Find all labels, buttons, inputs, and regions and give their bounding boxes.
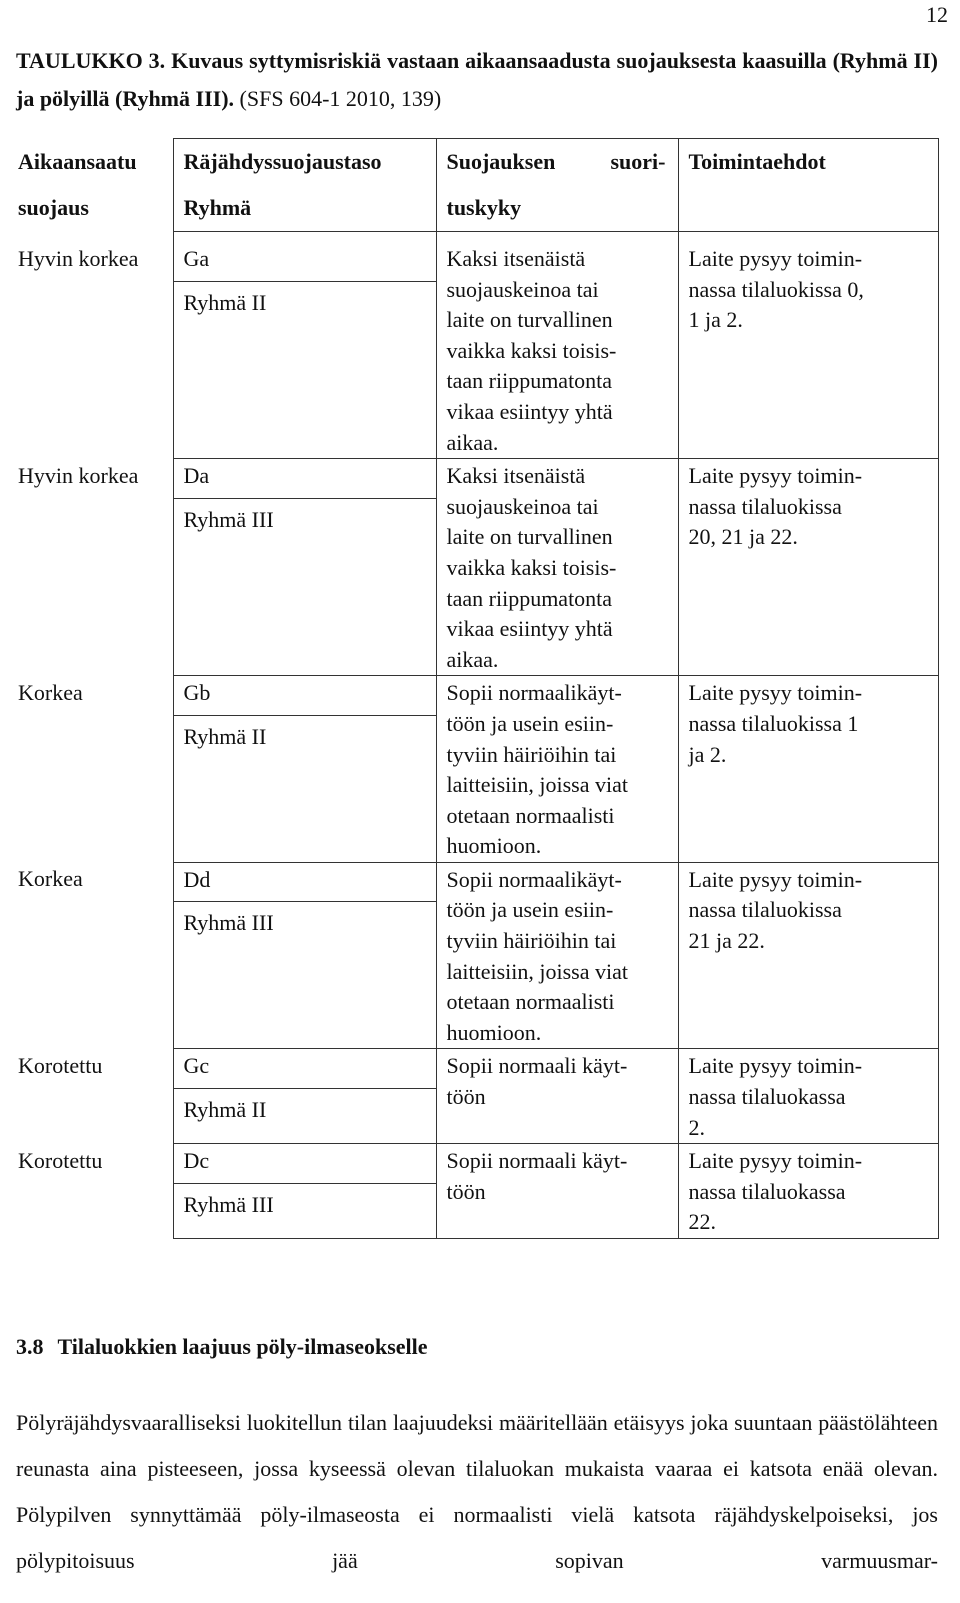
table-row [8, 1144, 938, 1239]
cell-suojaus: Korotettu [8, 1049, 173, 1144]
cell-taso [173, 1144, 436, 1239]
cell-suorituskyky: Kaksi itsenäistä suojauskeinoa tai laite on turvallinen vaikka kaksi toisis- taan riippumatonta vikaa esiintyy yhtä aikaa. [436, 459, 678, 676]
section-heading [16, 1334, 428, 1360]
cell-suojaus: Korkea [8, 676, 173, 863]
cell-taso [173, 459, 436, 676]
header-toimintaehdot: Toimintaehdot [678, 139, 938, 232]
cell-toimintaehdot: Laite pysyy toimin- nassa tilaluokissa 0, 1 ja 2. [678, 232, 938, 459]
ryhma-label: Ryhmä III [174, 498, 436, 536]
cell-suorituskyky: Sopii normaali käyt- töön [436, 1144, 678, 1239]
taso-code: Ga [183, 246, 210, 271]
ryhma-label: Ryhmä II [174, 715, 436, 753]
cell-suorituskyky: Sopii normaali käyt- töön [436, 1049, 678, 1144]
header-taso: Räjähdyssuojaustaso Ryhmä [173, 139, 436, 232]
cell-toimintaehdot: Laite pysyy toimin- nassa tilaluokassa 2. [678, 1049, 938, 1144]
caption-source: (SFS 604-1 2010, 139) [239, 86, 442, 111]
cell-toimintaehdot: Laite pysyy toimin- nassa tilaluokissa 1 ja 2. [678, 676, 938, 863]
section-number: 3.8 [16, 1334, 44, 1359]
ryhma-label: Ryhmä III [174, 1183, 436, 1221]
table-row [8, 459, 938, 676]
table-row [8, 862, 938, 1049]
cell-toimintaehdot: Laite pysyy toimin- nassa tilaluokissa 20, 21 ja 22. [678, 459, 938, 676]
taso-code: Gb [183, 680, 211, 706]
cell-suorituskyky: Kaksi itsenäistä suojauskeinoa tai laite on turvallinen vaikka kaksi toisis- taan riippumatonta vikaa esiintyy yhtä aikaa. [436, 232, 678, 459]
table-caption [16, 42, 938, 118]
ryhma-label: Ryhmä III [174, 901, 436, 939]
header-suorituskyky: Suojauksen suori- tuskyky [436, 139, 678, 232]
taso-code: Dd [183, 866, 211, 892]
table-row [8, 676, 938, 863]
header-suojaus: Aikaansaatu suojaus [8, 139, 173, 232]
cell-suojaus: Korotettu [8, 1144, 173, 1239]
cell-taso [173, 1049, 436, 1144]
cell-taso [173, 862, 436, 1049]
cell-taso [173, 676, 436, 863]
cell-toimintaehdot: Laite pysyy toimin- nassa tilaluokassa 22. [678, 1144, 938, 1239]
ryhma-label: Ryhmä II [174, 1088, 436, 1126]
cell-suojaus: Hyvin korkea [8, 459, 173, 676]
caption-title: TAULUKKO 3. Kuvaus syttymisriskiä vastaan aikaansaadusta suojauksesta kaasuilla (Ryhmä II) ja pölyillä (Ryhmä III). [16, 48, 938, 111]
page-number: 12 [926, 2, 948, 27]
table-row [8, 232, 938, 459]
section-title: Tilaluokkien laajuus pöly-ilmaseokselle [57, 1334, 428, 1359]
cell-toimintaehdot: Laite pysyy toimin- nassa tilaluokissa 21 ja 22. [678, 862, 938, 1049]
cell-suorituskyky: Sopii normaalikäyt- töön ja usein esiin- tyviin häiriöihin tai laitteisiin, joissa viat otetaan normaalisti huomioon. [436, 676, 678, 863]
taso-code: Gc [183, 1053, 210, 1079]
ryhma-label: Ryhmä II [174, 281, 436, 319]
table-header-row [8, 139, 938, 232]
taso-code: Dc [183, 1148, 210, 1174]
cell-suorituskyky: Sopii normaalikäyt- töön ja usein esiin- tyviin häiriöihin tai laitteisiin, joissa viat otetaan normaalisti huomioon. [436, 862, 678, 1049]
taso-code: Da [183, 463, 210, 489]
protection-table [8, 138, 939, 1239]
cell-suojaus: Hyvin korkea [8, 232, 173, 459]
cell-suojaus: Korkea [8, 862, 173, 1049]
table-row [8, 1049, 938, 1144]
body-paragraph: Pölyräjähdysvaaralliseksi luokitellun tilan laajuudeksi määritellään etäisyys joka suuntaan päästölähteen reunasta aina pisteeseen, jossa kyseessä olevan tilaluokan mukaista vaaraa ei katsota enää olevan. Pölypilven synnyttämää pöly-ilmaseosta ei normaalisti vielä katsota räjähdyskelpoiseksi, jos pölypitoisuus jää sopivan varmuusmar- [16, 1410, 938, 1573]
cell-taso [173, 232, 436, 459]
